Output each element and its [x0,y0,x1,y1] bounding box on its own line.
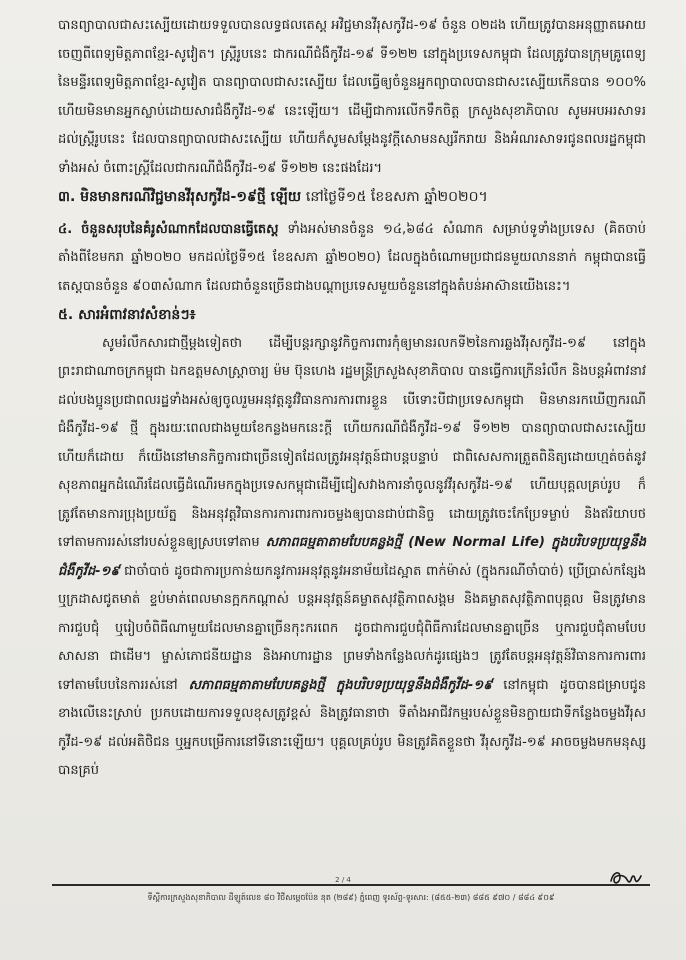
section-4-body: ទាំងអស់មានចំនួន ១៤,៦៨៤ សំណាក សម្រាប់ទូទាំងប្រទេស (គិតចាប់តាំងពីខែមករា ឆ្នាំ២០២០ មកដល់ថ្ងៃទី១៥ ខែឧសភា ឆ្នាំ២០២០) ដែលក្នុងចំណោមប្រជាជនមួយលាននាក់ កម្ពុជាបានធ្វើតេស្តបានចំនួន ៩០៣សំណាក ដែលជាចំនួនច្រើនជាងបណ្តាប្រទេសមួយចំនួននៅក្នុងតំបន់អាស៊ានយើងនេះ។ [58,221,646,294]
section-3-date: នៅថ្ងៃទី១៥ ខែឧសភា ឆ្នាំ២០២០។ [305,189,488,205]
footer-address: ទីស្តីការក្រសួងសុខាភិបាល ដីឡូត៍លេខ ៨០ វិថីសម្តេចប៉ែន នុត (២៨៩) ភ្នំពេញ ទូរស័ព្ទ-ទូរសារ: (៨៥៥-២៣) ៨៨៥ ៩៧០ / ៨៨៤ ៩០៩ [147,893,555,902]
section-3-number: ៣. [58,189,76,205]
section-5-text-1: សូមរំលឹកសារជាថ្មីម្តងទៀតថា ដើម្បីបន្តរក្សានូវកិច្ចការពារកុំឲ្យមានរលកទី២នៃការឆ្លងវីរុសកូវីដ-១៩ នៅក្នុងព្រះរាជាណាចក្រកម្ពុជា ឯកឧត្តមសាស្ត្រាចារ្យ ម៉ម ប៊ុនហេង រដ្ឋមន្ត្រីក្រសួងសុខាភិបាល បានធ្វើការក្រើនរំលឹក និងបន្តអំពាវនាវដល់បងប្អូនប្រជាពលរដ្ឋទាំងអស់ឲ្យចូលរួមអនុវត្តនូវវិធានការការពារខ្លួន បើទោះបីជាប្រទេសកម្ពុជា មិនមានរកឃើញករណីជំងឺកូវីដ-១៩ ថ្មី ក្នុងរយៈពេលជាងមួយខែកន្លងមកនេះក្តី ហើយករណីជំងឺកូវីដ-១៩ ទី១២២ បានព្យាបាលជាសះស្បើយហើយក៏ដោយ ក៏យើងនៅមានកិច្ចការជាច្រើនទៀតដែលត្រូវអនុវត្តន៍ជាបន្តបន្ទាប់ ជាពិសេសការត្រួតពិនិត្យដោយហ្មត់ចត់នូវសុខភាពអ្នកដំណើរដែលធ្វើដំណើរមកក្នុងប្រទេសកម្ពុជាដើម្បីជៀសវាងការនាំចូលនូវវីរុសកូវីដ-១៩ ហើយបុគ្គលគ្រប់រូប ក៏ត្រូវតែមានការប្រុងប្រយ័ត្ន និងអនុវត្តវិធានការការពារការចម្លងឲ្យបានជាប់ជានិច្ច ដោយត្រូវចេះកែប្រែទម្លាប់ និងឥរិយាបថទៅតាមការរស់នៅរបស់ខ្លួនឲ្យស្របទៅតាម [58,335,646,550]
section-5-number: ៥. [58,307,74,323]
section-5-title: សារអំពាវនាវសំខាន់ៗ៖ [78,307,196,323]
new-normal-phrase-2: សភាពធម្មតាតាមបែបគន្លងថ្មី ក្នុងបរិបទប្រយុទ្ធនឹងជំងឺកូវីដ-១៩ [188,677,493,693]
section-3-title: មិនមានករណីវិជ្ជមានវីរុសកូវីដ-១៩ថ្មី ឡើយ [80,189,302,205]
footer-divider [52,884,650,886]
section-3-heading [58,183,646,212]
section-5-text-3: នៅកម្ពុជា ដូចបានជម្រាបជូនខាងលើនេះស្រាប់ ប្រកបដោយការទទួលខុសត្រូវខ្ពស់ និងត្រូវធានាថា ទីតាំងអាជីវកម្មរបស់ខ្លួនមិនក្លាយជាទីកន្លែងចម្លងវីរុស កូវីដ-១៩ ដល់អតិថិជន ឬអ្នកបម្រើការនៅទីនោះឡើយ។ បុគ្គលគ្រប់រូប មិនត្រូវគិតខ្លួនថា វីរុសកូវីដ-១៩ អាចចម្លងមកមនុស្សបានគ្រប់ [58,677,646,778]
document-body [58,12,646,786]
section-4-paragraph [58,216,646,302]
new-normal-phrase-1: សភាពធម្មតាតាមបែបគន្លងថ្មី (New Normal Life) ក្នុងបរិបទប្រយុទ្ធនឹងជំងឺកូវីដ-១៩ [58,535,646,579]
section-4-number: ៤. [58,221,73,237]
paragraph-continuation: បានព្យាបាលជាសះស្បើយដោយទទួលបានលទ្ធផលតេស្ត អវិជ្ជមានវីរុសកូវីដ-១៩ ចំនួន ០២ដង ហើយត្រូវបានអនុញ្ញាតអោយចេញពីពេទ្យមិត្តភាពខ្មែរ-សូវៀត។ ស្ត្រីរូបនេះ ជាករណីជំងឺកូវីដ-១៩ ទី១២២ នៅក្នុងប្រទេសកម្ពុជា ដែលត្រូវបានក្រុមគ្រូពេទ្យនៃមន្ទីរពេទ្យមិត្តភាពខ្មែរ-សូវៀត បានព្យាបាលជាសះស្បើយ ដែលធ្វើឲ្យចំនួនអ្នកព្យាបាលបានជាសះស្បើយកើនបាន ១០០% ហើយមិនមានអ្នកស្លាប់ដោយសារជំងឺកូវីដ-១៩ នេះឡើយ។ ដើម្បីជាការលើកទឹកចិត្ត ក្រសួងសុខាភិបាល សូមអបអរសាទរដល់ស្ត្រីរូបនេះ ដែលបានព្យាបាលជាសះស្បើយ ហើយក៏សូមសម្តែងនូវក្តីសោមនស្សរីករាយ និងអំណរសាទរជូនពលរដ្ឋកម្ពុជាទាំងអស់ ចំពោះស្ត្រីដែលជាករណីជំងឺកូវីដ-១៩ ទី១២២ នេះផងដែរ។ [58,18,646,176]
section-5-text-2: ជាចាំបាច់ ដូចជាការប្រកាន់យកនូវការអនុវត្តនូវអនាម័យដៃស្អាត ពាក់ម៉ាស់ (ក្នុងករណីចាំបាច់) ប្រើប្រាស់កន្សែង ឬក្រដាសជូតមាត់ ខ្ទប់មាត់ពេលមានក្អកកណ្តាស់ បន្តអនុវត្តន៍គម្លាតសុវត្ថិភាពសង្គម និងគម្លាតសុវត្ថិភាពបុគ្គល មិនត្រូវមានការជួបជុំ ឬរៀបចំពិធីណាមួយដែលមានគ្នាច្រើនកុះករពេក ដូចជាការជួបជុំពិធីការដែលមានគ្នាច្រើន ឬការជួបជុំតាមបែបសាសនា ជាដើម។ ម្ចាស់ភោជនីយដ្ឋាន និងអាហារដ្ឋាន ព្រមទាំងកន្លែងលក់ដូរផ្សេងៗ ត្រូវតែបន្តអនុវត្តន៍វិធានការការពារទៅតាមបែបនៃការរស់នៅ [58,563,646,693]
page-number: 2 / 4 [335,876,351,884]
section-4-title: ចំនួនសរុបនៃគំរូសំណាកដែលបានធ្វើតេស្ត [81,221,279,237]
signature-icon [608,866,644,890]
section-5-heading [58,301,646,330]
section-5-paragraph [58,330,646,786]
